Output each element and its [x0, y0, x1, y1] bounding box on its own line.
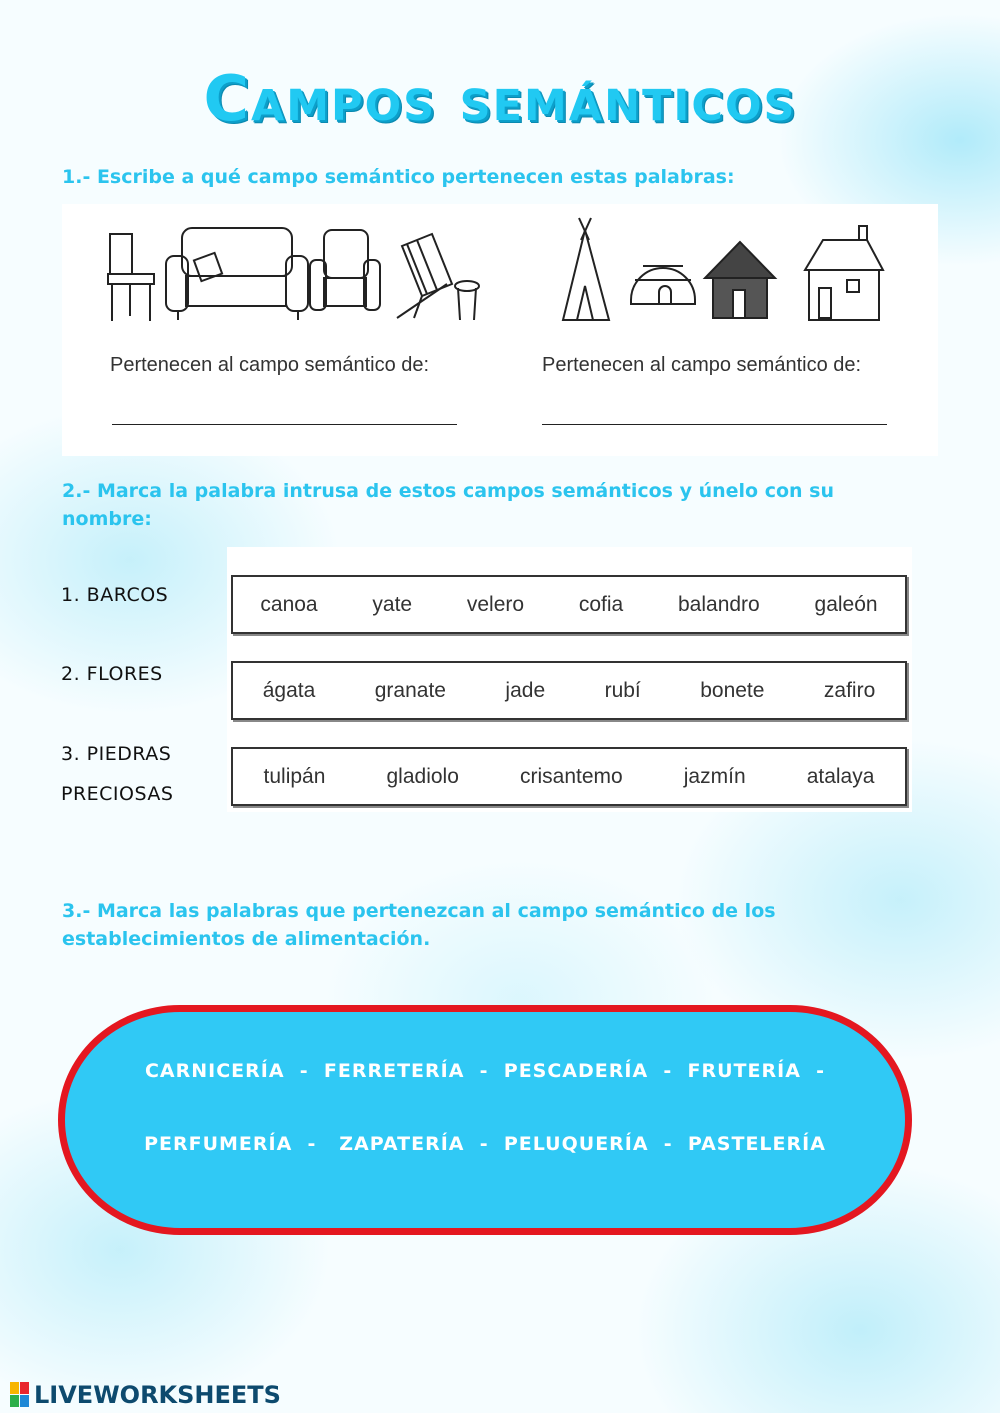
- liveworksheets-blocks-icon: [10, 1382, 30, 1408]
- word-row-3: [231, 747, 907, 806]
- question-1-heading: 1.- Escribe a qué campo semántico pertenecen estas palabras:: [62, 166, 735, 188]
- furniture-illustration: [102, 216, 482, 336]
- house-door: [819, 288, 831, 318]
- word-row-1: [231, 575, 907, 634]
- right-answer-line[interactable]: [542, 424, 887, 425]
- word-option[interactable]: cofia: [578, 592, 624, 616]
- word-option[interactable]: rubí: [604, 678, 641, 702]
- chair-seat: [108, 274, 154, 284]
- word-option[interactable]: balandro: [678, 592, 760, 616]
- shops-line-1[interactable]: CARNICERÍA - FERRETERÍA - PESCADERÍA - FRUTERÍA -: [144, 1060, 826, 1082]
- word-option[interactable]: bonete: [700, 678, 765, 702]
- word-option[interactable]: ágata: [262, 678, 316, 702]
- house-chimney: [859, 226, 867, 240]
- question-2-heading-line1: 2.- Marca la palabra intrusa de estos campos semánticos y únelo con su: [62, 480, 835, 502]
- category-label-piedras: 3. PIEDRAS: [61, 743, 172, 765]
- word-option[interactable]: zafiro: [823, 678, 876, 702]
- sofa-back: [182, 228, 292, 276]
- right-caption: Pertenecen al campo semántico de:: [542, 354, 862, 376]
- brand-name: LIVEWORKSHEETS: [34, 1381, 281, 1409]
- question-2-heading-line2: nombre:: [62, 508, 152, 530]
- shops-oval: [58, 1005, 912, 1235]
- word-option[interactable]: atalaya: [806, 764, 875, 788]
- house-roof: [805, 240, 883, 270]
- deckchair-leg: [414, 296, 422, 318]
- left-caption: Pertenecen al campo semántico de:: [110, 354, 430, 376]
- word-option[interactable]: yate: [372, 592, 413, 616]
- house-window: [847, 280, 859, 292]
- page-title: Campos semánticos: [203, 62, 797, 135]
- word-option[interactable]: jade: [505, 678, 546, 702]
- houses-illustration: [555, 216, 895, 326]
- word-option[interactable]: tulipán: [263, 764, 326, 788]
- word-option[interactable]: galeón: [814, 592, 878, 616]
- hut-roof: [705, 242, 775, 278]
- word-option[interactable]: crisantemo: [519, 764, 623, 788]
- category-label-barcos: 1. BARCOS: [61, 584, 169, 606]
- word-option[interactable]: granate: [374, 678, 446, 702]
- chair-back: [110, 234, 132, 274]
- armchair-seat: [324, 278, 366, 306]
- category-label-preciosas: PRECIOSAS: [61, 783, 174, 805]
- word-option[interactable]: gladiolo: [386, 764, 459, 788]
- question-3-heading-line2: establecimientos de alimentación.: [62, 928, 431, 950]
- question-3-heading-line1: 3.- Marca las palabras que pertenezcan al campo semántico de los: [62, 900, 776, 922]
- category-label-flores: 2. FLORES: [61, 663, 163, 685]
- question-2-heading: [62, 477, 834, 533]
- tipi: [563, 230, 609, 320]
- sofa-arm: [286, 256, 308, 311]
- deckchair-leg: [397, 284, 447, 318]
- word-row-2: [231, 661, 907, 720]
- armchair-back: [324, 230, 368, 278]
- word-option[interactable]: jazmín: [683, 764, 746, 788]
- liveworksheets-logo: [10, 1381, 281, 1409]
- sofa-arm: [166, 256, 188, 311]
- question-1-panel: [62, 204, 938, 456]
- question-3-heading: [62, 897, 776, 953]
- word-option[interactable]: velero: [466, 592, 525, 616]
- word-option[interactable]: canoa: [260, 592, 318, 616]
- shops-line-2[interactable]: PERFUMERÍA - ZAPATERÍA - PELUQUERÍA - PASTELERÍA: [144, 1133, 826, 1155]
- left-answer-line[interactable]: [112, 424, 457, 425]
